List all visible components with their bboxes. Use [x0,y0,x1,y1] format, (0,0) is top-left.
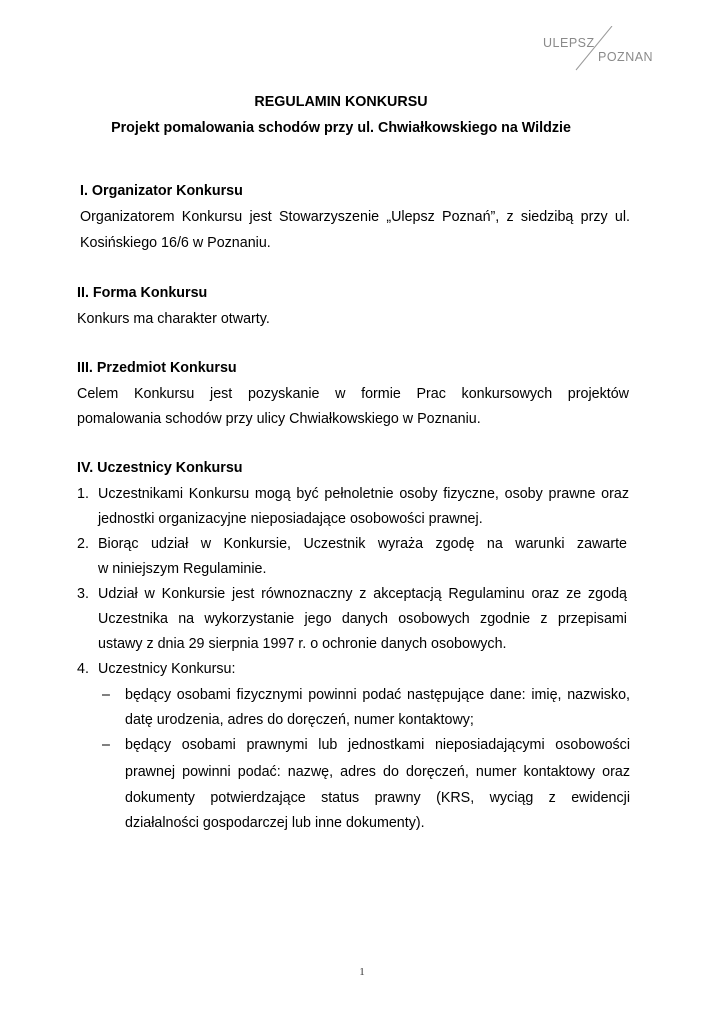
section-3-line-1: Celem Konkursu jest pozyskanie w formie Prac konkursowych projektów [77,386,629,402]
page-number: 1 [359,966,365,978]
section-2-line-1: Konkurs ma charakter otwarty. [77,311,270,327]
list-item-line: Uczestnika na wykorzystanie jego danych osobowych zgodnie z przepisami [98,611,627,627]
document-subtitle: Projekt pomalowania schodów przy ul. Chwiałkowskiego na Wildzie [111,120,571,136]
sub-list-line: datę urodzenia, adres do doręczeń, numer kontaktowy; [125,712,474,728]
section-3-heading: III. Przedmiot Konkursu [77,360,237,376]
sub-list-line: będący osobami fizycznymi powinni podać następujące dane: imię, nazwisko, [125,687,630,703]
list-item-number: 3. [77,586,89,602]
list-item-line: w niniejszym Regulaminie. [98,561,267,577]
sub-list-line: dokumenty potwierdzające status prawny (KRS, wyciąg z ewidencji [125,790,630,806]
list-item-line: ustawy z dnia 29 sierpnia 1997 r. o ochronie danych osobowych. [98,636,507,652]
section-1-line-1: Organizatorem Konkursu jest Stowarzyszenie „Ulepsz Poznań”, z siedzibą przy ul. [80,209,630,225]
section-1-line-2: Kosińskiego 16/6 w Poznaniu. [80,235,271,251]
section-4-heading: IV. Uczestnicy Konkursu [77,460,243,476]
sub-list-dash: – [102,687,110,703]
section-2-heading: II. Forma Konkursu [77,285,208,301]
logo-text-ulepsz: ULEPSZ [543,36,595,50]
list-item-number: 1. [77,486,89,502]
list-item-line: jednostki organizacyjne nieposiadające osobowości prawnej. [98,511,483,527]
list-item-line: Uczestnicy Konkursu: [98,661,236,677]
section-3-line-2: pomalowania schodów przy ulicy Chwiałkowskiego w Poznaniu. [77,411,481,427]
list-item-number: 4. [77,661,89,677]
logo-text-poznan: POZNAN [598,50,654,64]
list-item-line: Biorąc udział w Konkursie, Uczestnik wyraża zgodę na warunki zawarte [98,536,627,552]
sub-list-line: będący osobami prawnymi lub jednostkami nieposiadającymi osobowości [125,737,630,753]
list-item-line: Udział w Konkursie jest równoznaczny z akceptacją Regulaminu oraz ze zgodą [98,586,627,602]
sub-list-dash: – [102,737,110,753]
list-item-number: 2. [77,536,89,552]
document-title: REGULAMIN KONKURSU [254,94,428,110]
sub-list-line: działalności gospodarczej lub inne dokumenty). [125,815,425,831]
list-item-line: Uczestnikami Konkursu mogą być pełnoletnie osoby fizyczne, osoby prawne oraz [98,486,629,502]
section-1-heading: I. Organizator Konkursu [80,183,243,199]
sub-list-line: prawnej powinni podać: nazwę, adres do doręczeń, numer kontaktowy oraz [125,764,630,780]
ulepsz-poznan-logo [540,26,652,72]
